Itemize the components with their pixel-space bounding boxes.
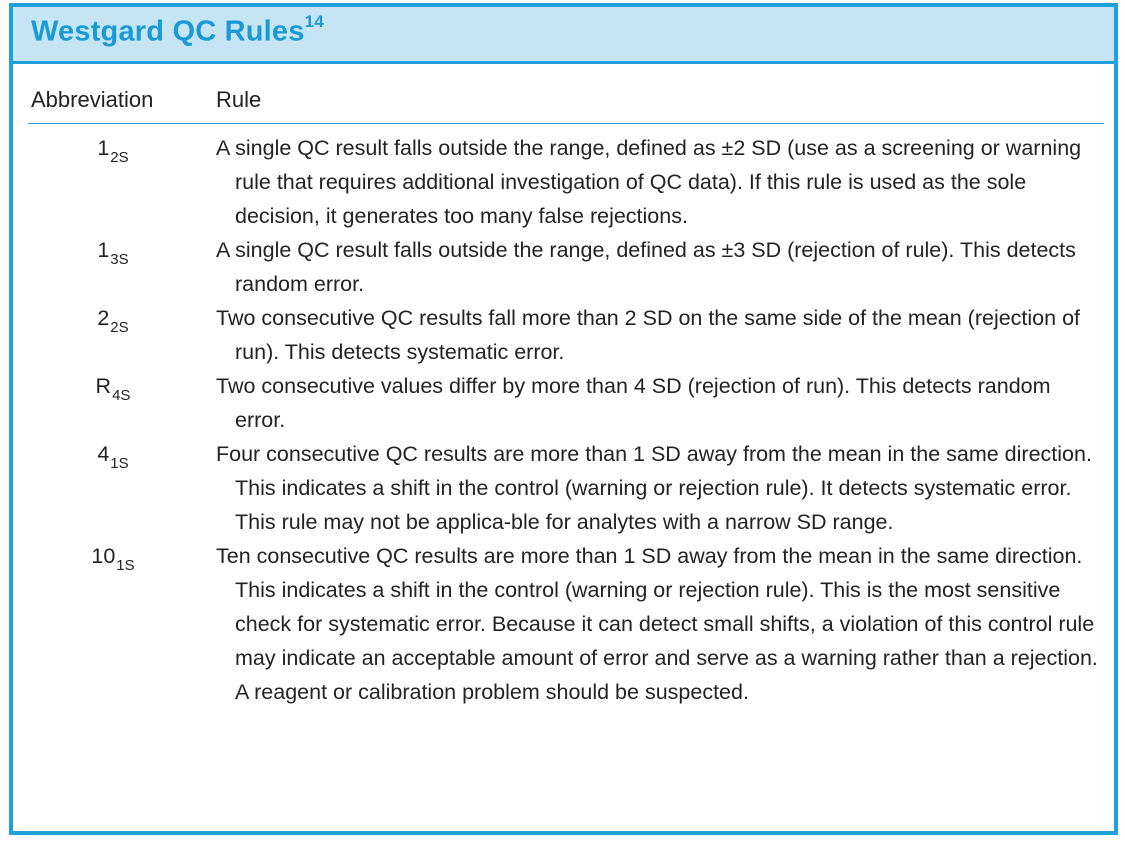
rule-abbreviation bbox=[28, 539, 198, 576]
abbreviation-main: 1 bbox=[97, 238, 110, 262]
table-header bbox=[28, 81, 1104, 124]
column-header-rule: Rule bbox=[216, 87, 262, 112]
table-row bbox=[28, 539, 1108, 709]
rule-abbreviation bbox=[28, 233, 198, 270]
abbreviation-main: 10 bbox=[91, 544, 116, 568]
abbreviation-main: R bbox=[95, 374, 112, 398]
abbreviation-subscript: 2S bbox=[110, 149, 129, 166]
rule-description: Ten consecutive QC results are more than 1 SD away from the mean in the same direction. This indicates a shift in the control (warning or rejection rule). This is the most sensitive check for systematic error. Because it can detect small shifts, a violation of this control rule may indicate an acceptable amount of error and serve as a warning rather than a rejection. A reagent or calibration problem should be suspected. bbox=[216, 544, 1098, 704]
abbreviation-subscript: 3S bbox=[110, 251, 129, 268]
rules-table-body bbox=[28, 131, 1108, 709]
abbreviation-subscript: 2S bbox=[110, 319, 129, 336]
table-row bbox=[28, 301, 1108, 369]
title-bar bbox=[13, 7, 1114, 64]
abbreviation-subscript: 4S bbox=[112, 387, 131, 404]
rule-description: A single QC result falls outside the range, defined as ±2 SD (use as a screening or warning rule that requires additional investigation of QC data). If this rule is used as the sole decision, it generates too many false rejections. bbox=[216, 136, 1082, 228]
table-row bbox=[28, 437, 1108, 539]
rule-description: A single QC result falls outside the range, defined as ±3 SD (rejection of rule). This detects random error. bbox=[216, 238, 1076, 296]
column-header-abbreviation: Abbreviation bbox=[31, 87, 154, 112]
rule-description: Two consecutive QC results fall more than 2 SD on the same side of the mean (rejection of run). This detects systematic error. bbox=[216, 306, 1080, 364]
rule-abbreviation bbox=[28, 369, 198, 406]
abbreviation-main: 1 bbox=[97, 136, 110, 160]
table-row bbox=[28, 233, 1108, 301]
abbreviation-subscript: 1S bbox=[110, 455, 129, 472]
table-row bbox=[28, 369, 1108, 437]
rule-description: Four consecutive QC results are more than 1 SD away from the mean in the same direction. This indicates a shift in the control (warning or rejection rule). It detects systematic error. This rule may not be applica-ble for analytes with a narrow SD range. bbox=[216, 442, 1092, 534]
page-title bbox=[31, 12, 324, 49]
rule-description: Two consecutive values differ by more than 4 SD (rejection of run). This detects random error. bbox=[216, 374, 1051, 432]
title-superscript: 14 bbox=[304, 12, 324, 31]
westgard-rules-panel bbox=[9, 3, 1118, 835]
abbreviation-subscript: 1S bbox=[116, 557, 135, 574]
rule-abbreviation bbox=[28, 437, 198, 474]
rule-abbreviation bbox=[28, 131, 198, 168]
rule-abbreviation bbox=[28, 301, 198, 338]
title-text: Westgard QC Rules bbox=[31, 15, 305, 48]
abbreviation-main: 4 bbox=[97, 442, 110, 466]
abbreviation-main: 2 bbox=[97, 306, 110, 330]
table-row bbox=[28, 131, 1108, 233]
